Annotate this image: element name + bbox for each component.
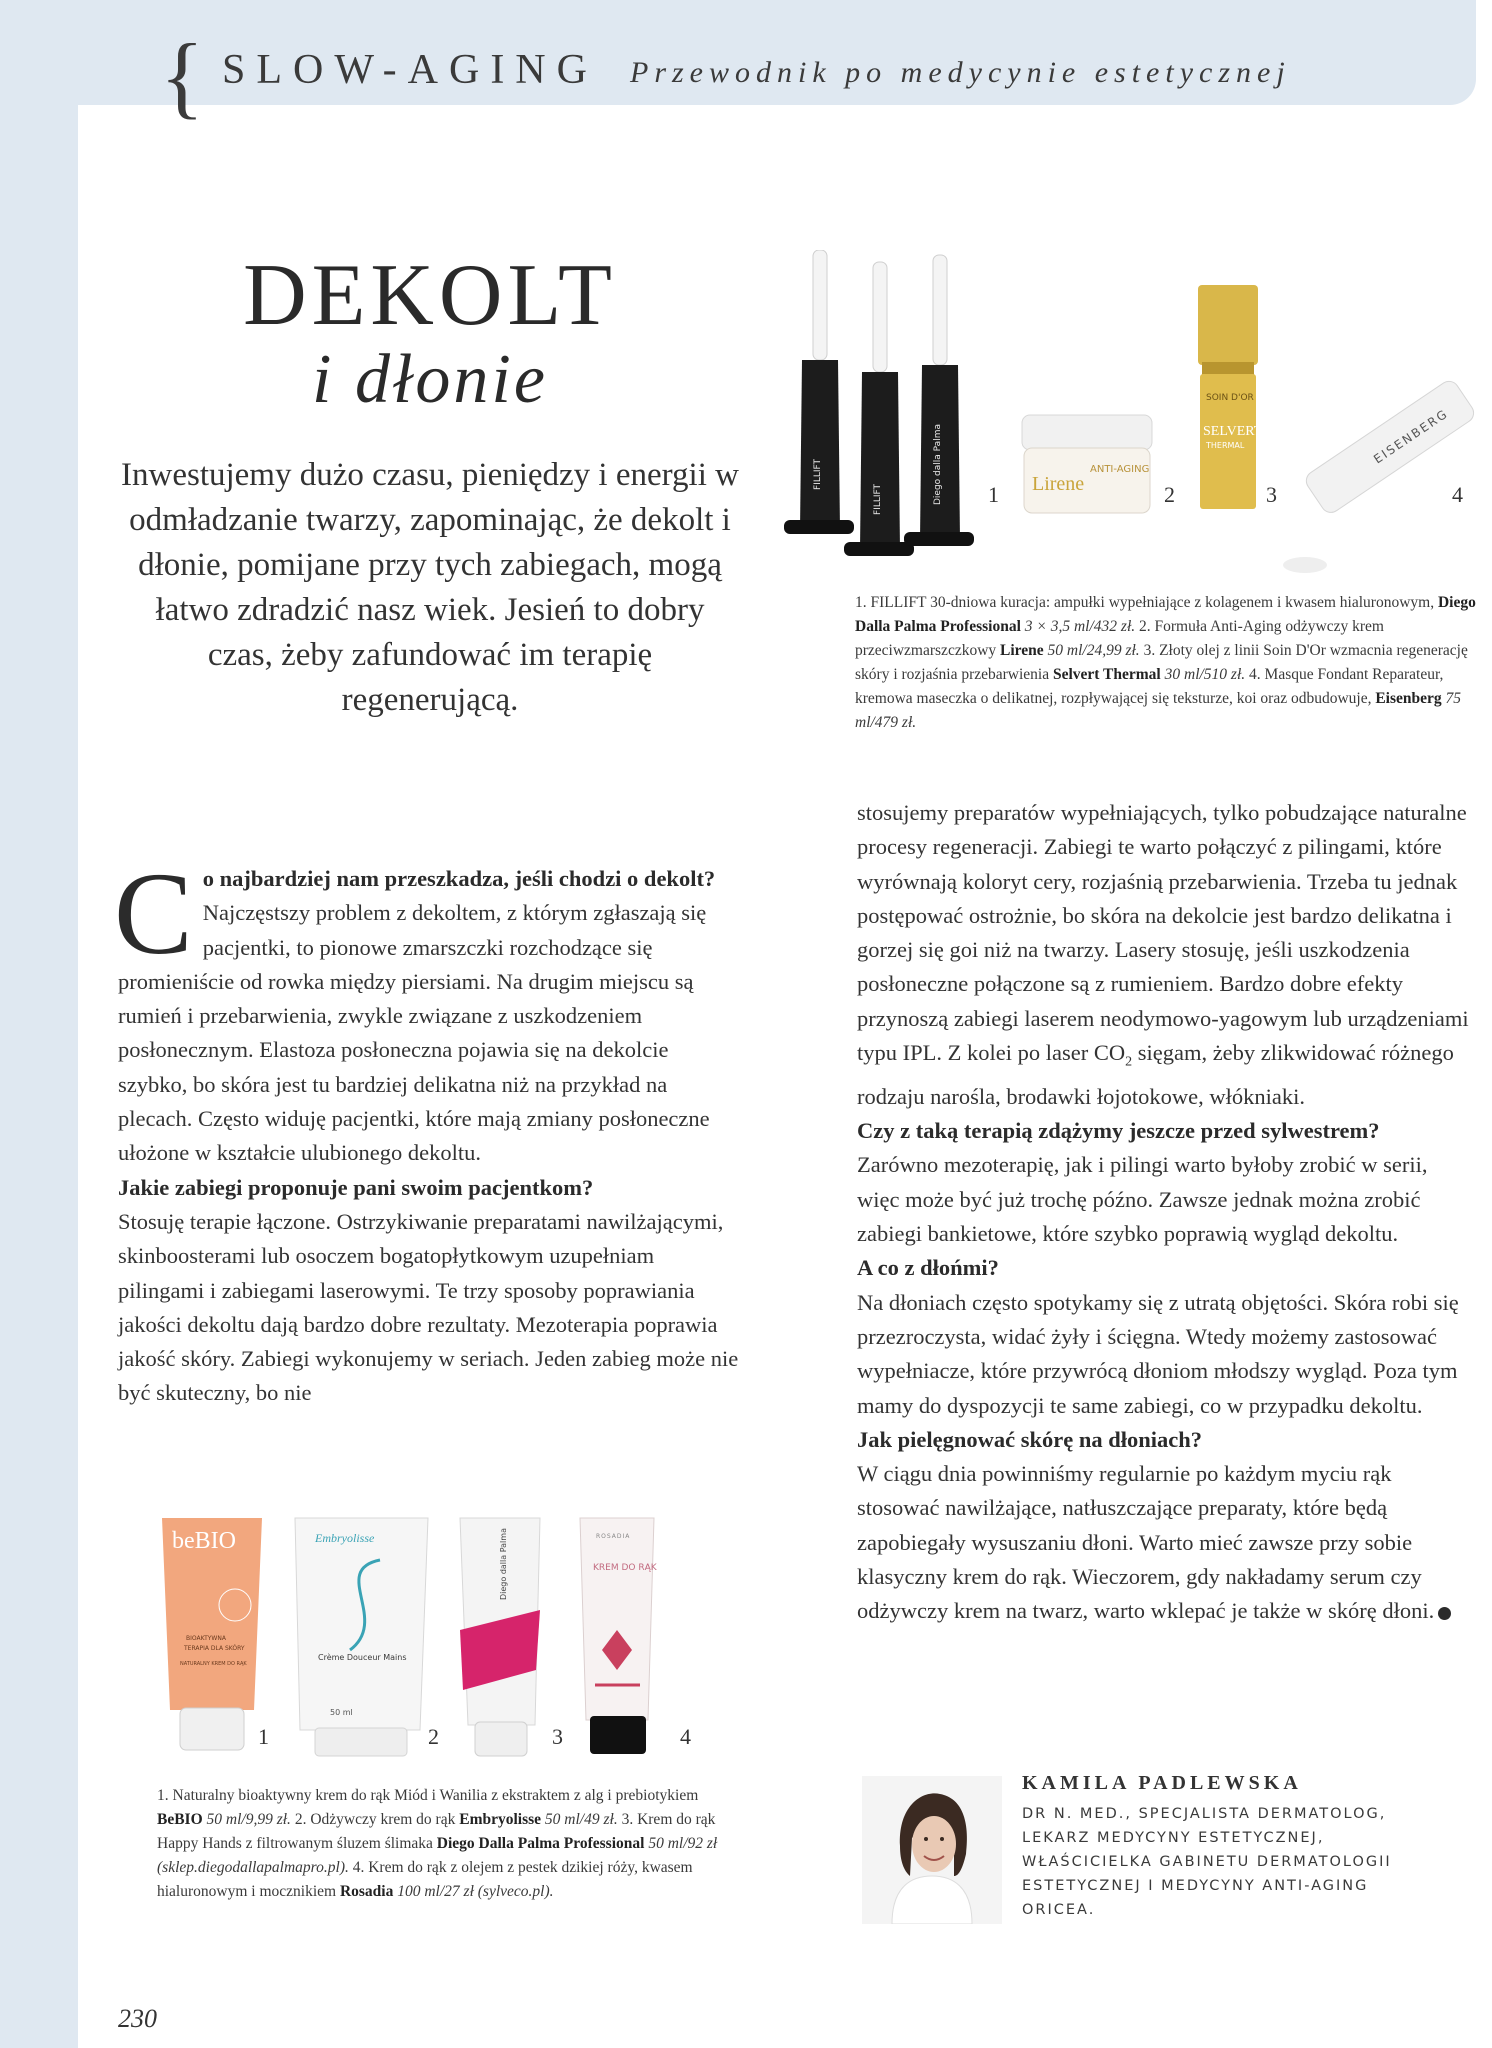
- tube-diego-dalla-palma: [460, 1518, 540, 1756]
- top-products-caption: 1. FILLIFT 30-dniowa kuracja: ampułki wypełniające z kolagenem i kwasem hialuronowym, Diego Dalla Palma Professional 3 × 3,5 ml/432 zł. 2. Formuła Anti-Aging odżywczy krem przeciwzmarszczkowy Lirene 50 ml/24,99 zł. 3. Złoty olej z linii Soin D'Or wzmacnia regenerację skóry i rozjaśnia przebarwienia Selvert Thermal 30 ml/510 zł. 4. Masque Fondant Reparateur, kremowa maseczka o delikatnej, rozpływającej się teksturze, koi oraz odbudowuje, Eisenberg 75 ml/479 zł.: [855, 594, 1476, 731]
- bottom-products-caption: 1. Naturalny bioaktywny krem do rąk Miód i Wanilia z ekstraktem z alg i prebiotykiem BeBIO 50 ml/9,99 zł. 2. Odżywczy krem do rąk Embryolisse 50 ml/49 zł. 3. Krem do rąk Happy Hands z filtrowanym śluzem ślimaka Diego Dalla Palma Professional 50 ml/92 zł (sklep.diegodallapalmapro.pl). 4. Krem do rąk z olejem z pestek dzikiej róży, kwasem hialuronowym i mocznikiem Rosadia 100 ml/27 zł (sylveco.pl).: [157, 1787, 718, 1900]
- top-product-number-1: 1: [988, 482, 999, 507]
- top-product-number-4: 4: [1452, 482, 1463, 507]
- tube-bebio: [162, 1518, 262, 1750]
- bottom-product-number-3: 3: [552, 1724, 563, 1749]
- answer-4: Na dłoniach często spotykamy się z utratą objętości. Skóra robi się przezroczysta, widać żyły i ścięgna. Wtedy możemy zastosować wypełniacze, które przywrócą dłoniom młodszy wygląd. Poza tym mamy do dyspozycji te same zabiegi, co w przypadku dekoltu.: [857, 1289, 1459, 1418]
- top-product-number-3: 3: [1266, 482, 1277, 507]
- end-mark: [1438, 1607, 1451, 1620]
- rosadia-brand: ROSADIA: [596, 1533, 631, 1540]
- oil-name: SELVERT: [1203, 424, 1263, 439]
- bebio-brand: beBIO: [172, 1528, 236, 1554]
- gold-oil-bottle: [1198, 285, 1263, 509]
- bebio-line1: BIOAKTYWNA: [186, 1635, 226, 1642]
- oil-sub: THERMAL: [1206, 441, 1245, 450]
- rosadia-line1: KREM DO RĄK: [593, 1563, 657, 1573]
- ddp-brand: Diego dalla Palma: [499, 1528, 508, 1600]
- question-3: Czy z taką terapią zdążymy jeszcze przed sylwestrem?: [857, 1118, 1380, 1144]
- bebio-line2: TERAPIA DLA SKÓRY: [184, 1645, 245, 1652]
- body-column-left: [114, 848, 740, 1411]
- ampoule-label: FILLIFT: [873, 483, 883, 515]
- embryolisse-brand: Embryolisse: [315, 1531, 375, 1545]
- tube-embryolisse: [295, 1518, 428, 1756]
- top-product-number-2: 2: [1164, 482, 1175, 507]
- ampoule-label: FILLIFT: [813, 458, 823, 490]
- tube-brand: EISENBERG: [1371, 406, 1451, 467]
- ampoule-2: [844, 262, 914, 556]
- bottom-product-number-4: 4: [680, 1724, 691, 1749]
- answer-2: Stosuję terapie łączone. Ostrzykiwanie preparatami nawilżającymi, skinboosterami lub osoczem bogatopłytkowym uzupełniam pilingami i zabiegami laserowymi. Te trzy sposoby poprawiania jakości dekoltu dają bardzo dobre rezultaty. Mezoterapia poprawia jakość skóry. Zabiegi wykonujemy w seriach. Jeden zabieg może nie być skuteczny, bo nie: [118, 1208, 739, 1406]
- article-lead: Inwestujemy dużo czasu, pieniędzy i energii w odmładzanie twarzy, zapominając, że dekolt i dłonie, pomijane przy tych zabiegach, mogą łatwo zdradzić nasz wiek. Jesień to dobry czas, żeby zafundować im terapię regenerującą.: [121, 457, 739, 718]
- ampoule-brand-label: Diego dalla Palma: [933, 424, 943, 505]
- cream-jar: [1022, 415, 1152, 513]
- header-brace: {: [160, 25, 205, 127]
- article-title: DEKOLT: [243, 247, 617, 344]
- top-products-photo: [770, 250, 1490, 580]
- jar-brand: Lirene: [1032, 473, 1085, 495]
- author-description: DR N. MED., SPECJALISTA DERMATOLOG, LEKARZ MEDYCYNY ESTETYCZNEJ, WŁAŚCICIELKA GABINETU DERMATOLOGII ESTETYCZNEJ I MEDYCYNY ANTI-AGING ORICEA.: [1022, 1806, 1392, 1918]
- page-number: 230: [118, 2004, 157, 2033]
- article-title-italic: i dłonie: [312, 341, 548, 418]
- ampoule-3: [904, 255, 974, 546]
- bottom-products-photo: [150, 1510, 730, 1760]
- ampoule-1: [784, 250, 854, 534]
- question-1: o najbardziej nam przeszkadza, jeśli chodzi o dekolt?: [202, 866, 716, 891]
- question-4: A co z dłońmi?: [857, 1255, 999, 1281]
- drop-cap: C: [114, 848, 193, 979]
- bottom-product-number-2: 2: [428, 1724, 439, 1749]
- header-band-left: [0, 0, 78, 2048]
- answer-2-continued: stosujemy preparatów wypełniających, tylko pobudzające naturalne procesy regeneracji. Zabiegi te warto połączyć z pilingami, które wyrównają koloryt cery, rozjaśnią przebarwienia. Trzeba tu jednak postępować ostrożnie, bo skóra na dekolcie jest bardzo delikatna i gorzej się goi niż na twarzy. Lasery stosuję, jeśli uszkodzenia posłoneczne połączone są z rumieniem. Bardzo dobre efekty przynoszą zabiegi laserem neodymowo-yagowym lub urządzeniami typu IPL. Z kolei po laser $CO_2$ sięgam, żeby zlikwidować różnego rodzaju narośla, brodawki łojotokowe, włókniaki.: [857, 800, 1469, 1109]
- bebio-line3: NATURALNY KREM DO RĄK: [180, 1661, 247, 1667]
- author-name: KAMILA PADLEWSKA: [1022, 1772, 1302, 1794]
- oil-brand: SOIN D'OR: [1206, 393, 1254, 403]
- answer-3: Zarówno mezoterapię, jak i pilingi warto byłoby zrobić w serii, więc może być już trochę późno. Zawsze jednak można zrobić zabiegi bankietowe, które szybko poprawią wygląd dekoltu.: [857, 1152, 1428, 1247]
- section-subtitle: Przewodnik po medycynie estetycznej: [630, 56, 1291, 89]
- answer-1: Najczęstszy problem z dekoltem, z którym zgłaszają się pacjentki, to pionowe zmarszczki rozchodzące się promieniście od rowka między piersiami. Na drugim miejscu są rumień i przebarwienia, zwykle związane z uszkodzeniem posłonecznym. Elastoza posłoneczna pojawia się na dekolcie szybko, bo skóra jest tu bardziej delikatna niż na przykład na plecach. Często widuję pacjentki, które mają zmiany posłoneczne ułożone w kształcie ulubionego dekoltu.: [118, 900, 710, 1166]
- question-5: Jak pielęgnować skórę na dłoniach?: [857, 1426, 1203, 1452]
- tube-rosadia: [580, 1518, 658, 1754]
- embryolisse-line1: Crème Douceur Mains: [318, 1653, 407, 1662]
- author-photo: [862, 1776, 1002, 1924]
- bottom-product-number-1: 1: [258, 1724, 269, 1749]
- jar-label: ANTI-AGING: [1090, 464, 1150, 475]
- body-column-right: [857, 796, 1472, 1629]
- answer-5: W ciągu dnia powinniśmy regularnie po każdym myciu rąk stosować nawilżające, natłuszczające preparaty, które będą zapobiegały wysuszaniu dłoni. Warto mieć zawsze przy sobie klasyczny krem do rąk. Wieczorem, gdy nakładamy serum czy odżywczy krem na twarz, warto wklepać je także w skórę dłoni.: [857, 1457, 1472, 1628]
- question-2: Jakie zabiegi proponuje pani swoim pacjentkom?: [118, 1174, 594, 1200]
- embryolisse-volume: 50 ml: [330, 1708, 353, 1717]
- section-title: SLOW-AGING: [222, 47, 598, 93]
